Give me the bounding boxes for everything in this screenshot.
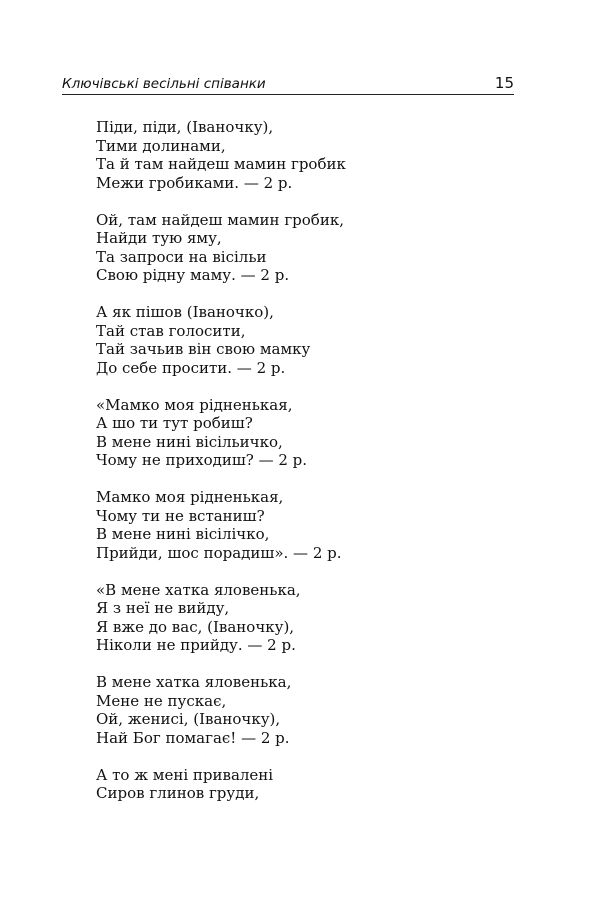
poem-line: Найди тую яму, bbox=[96, 229, 222, 247]
poem-line: Піди, піди, (Іваночку), bbox=[96, 118, 274, 136]
poem-line: А то ж мені привалені bbox=[96, 765, 274, 784]
stanza bbox=[96, 303, 496, 377]
poem-line: Ой, женисі, (Іваночку), bbox=[96, 710, 281, 728]
poem-line: А як пішов (Іваночко), bbox=[96, 303, 274, 321]
stanza bbox=[96, 211, 496, 285]
poem-line: До себе просити. — 2 р. bbox=[96, 358, 286, 377]
poem-line: Чому не приходиш? — 2 р. bbox=[96, 451, 308, 469]
poem-line: Тими долинами, bbox=[96, 136, 226, 155]
poem-line: Мамко моя рідненькая, bbox=[96, 488, 284, 506]
stanza bbox=[96, 673, 496, 747]
poem-line: Та запроси на вісільи bbox=[96, 247, 267, 266]
running-header bbox=[62, 74, 514, 95]
poem-line: Тай став голосити, bbox=[96, 321, 246, 340]
poem-line: «Мамко моя рідненькая, bbox=[96, 395, 293, 414]
poem-line: Я з неї не вийду, bbox=[96, 599, 230, 617]
stanza bbox=[96, 396, 496, 470]
stanza bbox=[96, 488, 496, 562]
poem-line: Межи гробиками. — 2 р. bbox=[96, 173, 293, 192]
poem-line: Ніколи не прийду. — 2 р. bbox=[96, 636, 296, 654]
poem-line: В мене хатка яловенька, bbox=[96, 673, 292, 691]
poem-line: Сиров глинов груди, bbox=[96, 784, 260, 802]
page-number: 15 bbox=[494, 74, 514, 92]
poem-line: Прийди, шос порадиш». — 2 р. bbox=[96, 543, 342, 562]
poem-line: А шо ти тут робиш? bbox=[96, 414, 253, 432]
poem-line: Тай зачьив він свою мамку bbox=[96, 340, 311, 358]
poem-line: Та й там найдеш мамин гробик bbox=[96, 155, 346, 173]
book-title: Ключівські весільні співанки bbox=[62, 76, 266, 92]
poem-line: Най Бог помагає! — 2 р. bbox=[96, 728, 290, 747]
poem-line: В мене нині вісілічко, bbox=[96, 525, 270, 543]
stanza bbox=[96, 118, 496, 192]
poem-line: «В мене хатка яловенька, bbox=[96, 580, 301, 599]
poem-line: Мене не пускає, bbox=[96, 691, 227, 710]
poem-line: Я вже до вас, (Іваночку), bbox=[96, 617, 295, 636]
poem-line: В мене нині вісільичко, bbox=[96, 432, 283, 451]
poem-text bbox=[96, 118, 496, 821]
stanza bbox=[96, 766, 496, 803]
stanza bbox=[96, 581, 496, 655]
poem-line: Чому ти не встаниш? bbox=[96, 506, 265, 525]
poem-line: Свою рідну маму. — 2 р. bbox=[96, 266, 290, 284]
poem-line: Ой, там найдеш мамин гробик, bbox=[96, 210, 344, 229]
